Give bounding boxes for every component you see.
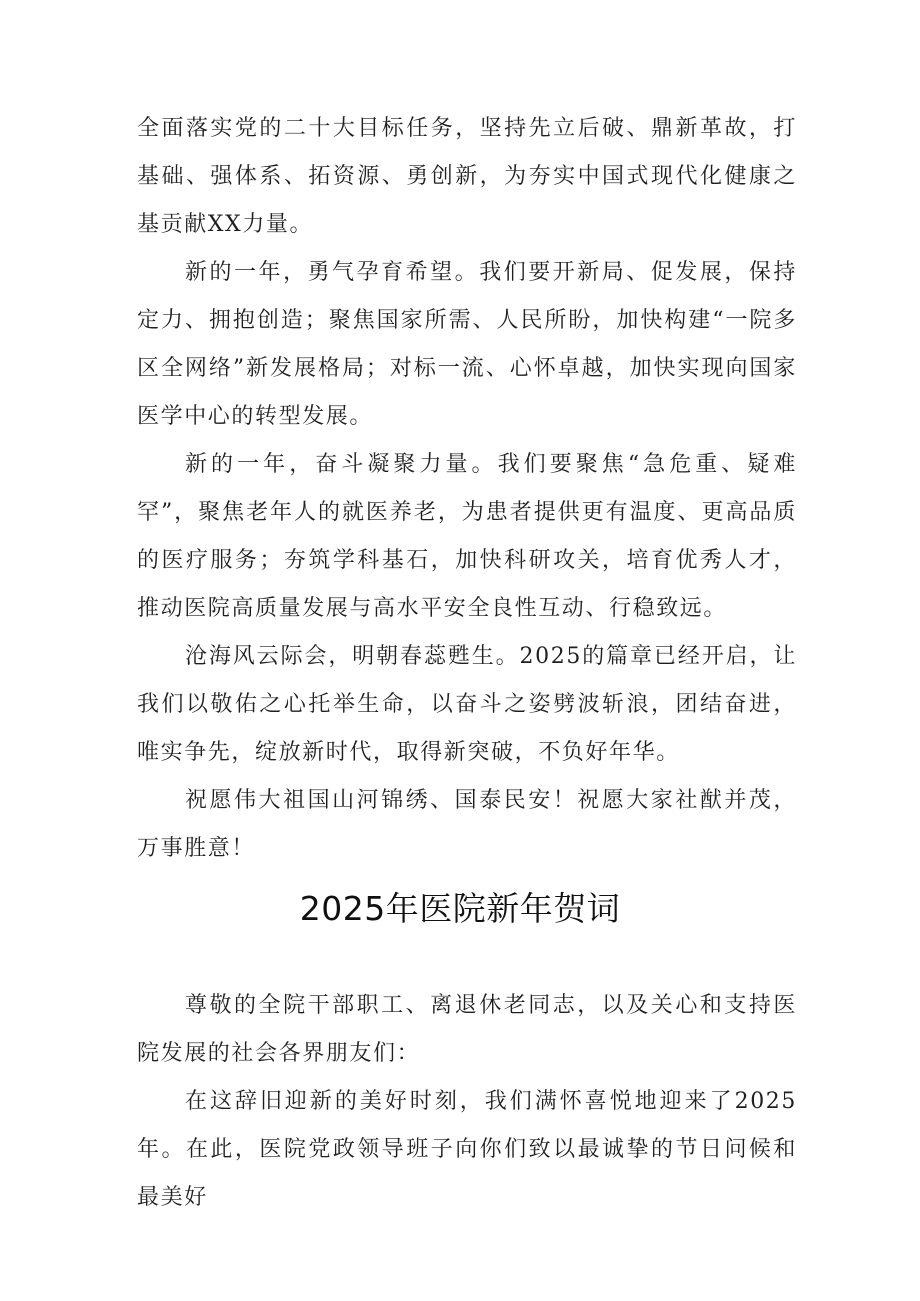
paragraph-new-chapter: 沧海风云际会，明朝春蕊甦生。2025的篇章已经开启，让我们以敬佑之心托举生命，以奋斗之姿劈波斩浪，团结奋进，唯实争先，绽放新时代，取得新突破，不负好年华。 [137,644,797,765]
paragraph-continued-goals: 全面落实党的二十大目标任务，坚持先立后破、鼎新革故，打基础、强体系、拓资源、勇创新，为夯实中国式现代化健康之基贡献XX力量。 [137,116,797,237]
document-title: 2025年医院新年贺词 [299,889,621,928]
paragraph-strength: 新的一年，奋斗凝聚力量。我们要聚焦“急危重、疑难罕”，聚焦老年人的就医养老，为患者提供更有温度、更高品质的医疗服务；夯筑学科基石，加快科研攻关，培育优秀人才，推动医院高质量发展与高水平安全良性互动、行稳致远。 [137,452,797,621]
paragraph-salutation: 尊敬的全院干部职工、离退休老同志，以及关心和支持医院发展的社会各界朋友们： [137,993,797,1066]
paragraph-hope: 新的一年，勇气孕育希望。我们要开新局、促发展，保持定力、拥抱创造；聚焦国家所需、人民所盼，加快构建“一院多区全网络”新发展格局；对标一流、心怀卓越，加快实现向国家医学中心的转型发展。 [137,260,797,429]
new-text-block [137,982,797,1222]
paragraph-greeting: 在这辞旧迎新的美好时刻，我们满怀喜悦地迎来了2025年。在此，医院党政领导班子向你们致以最诚挚的节日问候和最美好 [137,1089,797,1210]
paragraph-wishes: 祝愿伟大祖国山河锦绣、国泰民安！祝愿大家社猷并茂，万事胜意！ [137,788,797,861]
continued-text-block [137,105,797,873]
